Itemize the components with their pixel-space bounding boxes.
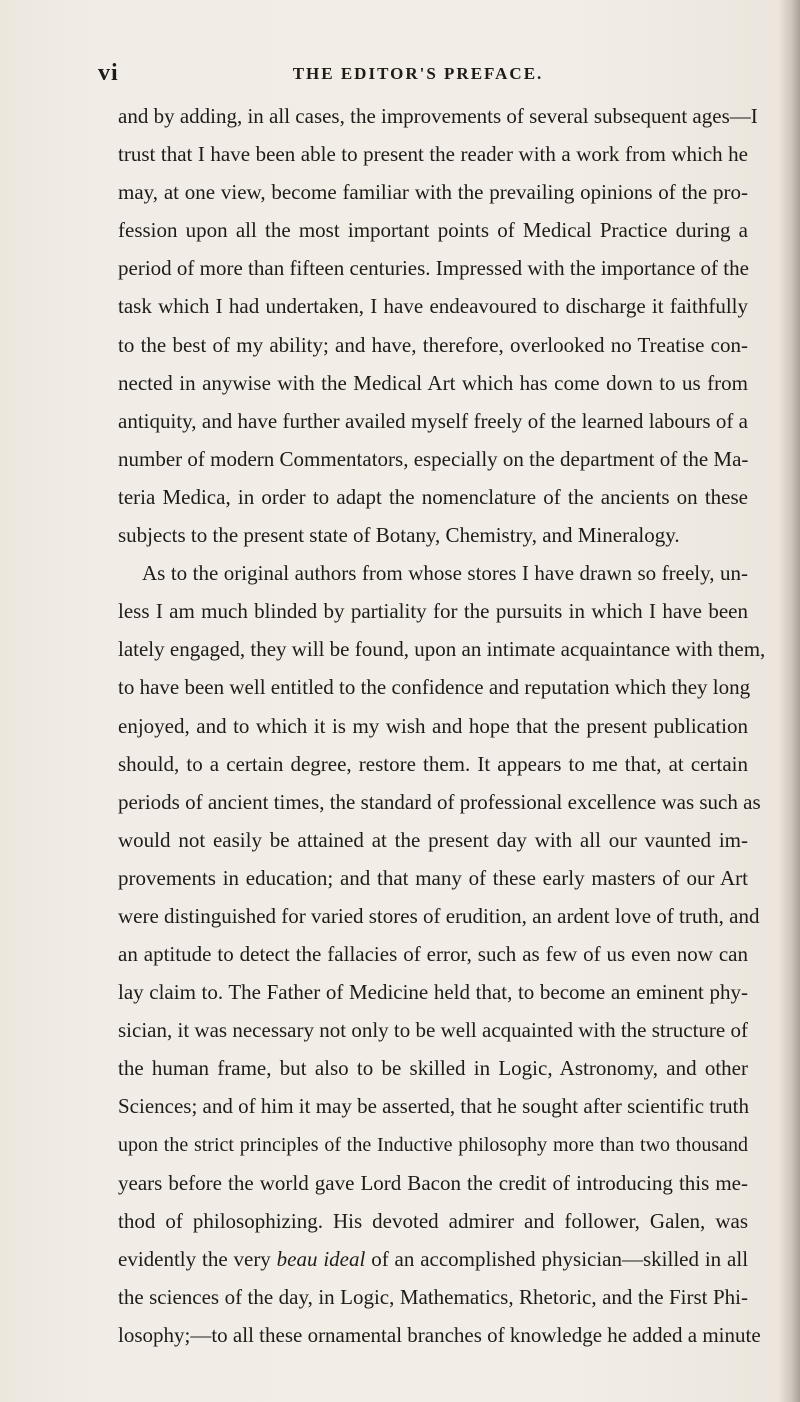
text-line: lately engaged, they will be found, upon an intimate acquaintance with them,	[118, 637, 766, 662]
text-segment: of an accomplished physician—skilled in all	[371, 1246, 749, 1271]
text-line: upon the strict principles of the Inductive philosophy more than two thousand	[118, 1133, 748, 1156]
text-line: nected in anywise with the Medical Art which has come down to us from	[118, 370, 748, 395]
text-line: subjects to the present state of Botany, Chemistry, and Mineralogy.	[118, 523, 680, 548]
text-line: would not easily be attained at the present day with all our vaunted im-	[118, 827, 748, 852]
text-line: to have been well entitled to the confidence and reputation which they long	[118, 675, 751, 700]
text-line: to the best of my ability; and have, therefore, overlooked no Treatise con-	[118, 332, 748, 357]
page-number: vi	[98, 60, 119, 86]
text-line: and by adding, in all cases, the improvements of several subsequent ages—I	[118, 104, 758, 128]
text-line-with-italic	[118, 1240, 748, 1278]
text-line: periods of ancient times, the standard of professional excellence was such as	[118, 789, 761, 814]
text-line: thod of philosophizing. His devoted admirer and follower, Galen, was	[118, 1208, 748, 1233]
text-line: teria Medica, in order to adapt the nomenclature of the ancients on these	[118, 484, 748, 509]
running-head: THE EDITOR'S PREFACE.	[292, 64, 544, 83]
text-line: should, to a certain degree, restore them. It appears to me that, at certain	[118, 751, 748, 776]
text-segment: evidently the very	[118, 1246, 271, 1271]
text-line: losophy;—to all these ornamental branches of knowledge he added a minute	[118, 1323, 761, 1347]
italic-phrase: beau ideal	[276, 1246, 366, 1271]
text-line: provements in education; and that many of these early masters of our Art	[118, 865, 748, 890]
text-line: antiquity, and have further availed myself freely of the learned labours of a	[118, 408, 748, 433]
text-line: task which I had undertaken, I have endeavoured to discharge it faithfully	[118, 294, 748, 319]
text-line: period of more than fifteen centuries. Impressed with the importance of the	[118, 256, 749, 281]
text-line: may, at one view, become familiar with the prevailing opinions of the pro-	[118, 180, 748, 205]
text-line: the human frame, but also to be skilled in Logic, Astronomy, and other	[118, 1056, 748, 1081]
page-edge-shadow	[778, 0, 800, 1402]
text-line: trust that I have been able to present the reader with a work from which he	[118, 142, 748, 167]
text-line: Sciences; and of him it may be asserted, that he sought after scientific truth	[118, 1094, 749, 1119]
text-line: As to the original authors from whose stores I have drawn so freely, un-	[142, 561, 748, 586]
text-line: enjoyed, and to which it is my wish and hope that the present publication	[118, 713, 748, 738]
text-line: lay claim to. The Father of Medicine held that, to become an eminent phy-	[118, 980, 748, 1005]
text-line: less I am much blinded by partiality for the pursuits in which I have been	[118, 599, 748, 624]
page-header	[98, 58, 738, 88]
text-line: the sciences of the day, in Logic, Mathematics, Rhetoric, and the First Phi-	[118, 1284, 748, 1309]
text-line: years before the world gave Lord Bacon the credit of introducing this me-	[118, 1170, 748, 1195]
text-line: sician, it was necessary not only to be well acquainted with the structure of	[118, 1018, 748, 1043]
text-line: number of modern Commentators, especially on the department of the Ma-	[118, 446, 749, 471]
text-line: were distinguished for varied stores of erudition, an ardent love of truth, and	[118, 903, 760, 928]
text-line: fession upon all the most important points of Medical Practice during a	[118, 218, 748, 243]
text-line: an aptitude to detect the fallacies of error, such as few of us even now can	[118, 942, 748, 967]
preface-text	[118, 97, 766, 1354]
